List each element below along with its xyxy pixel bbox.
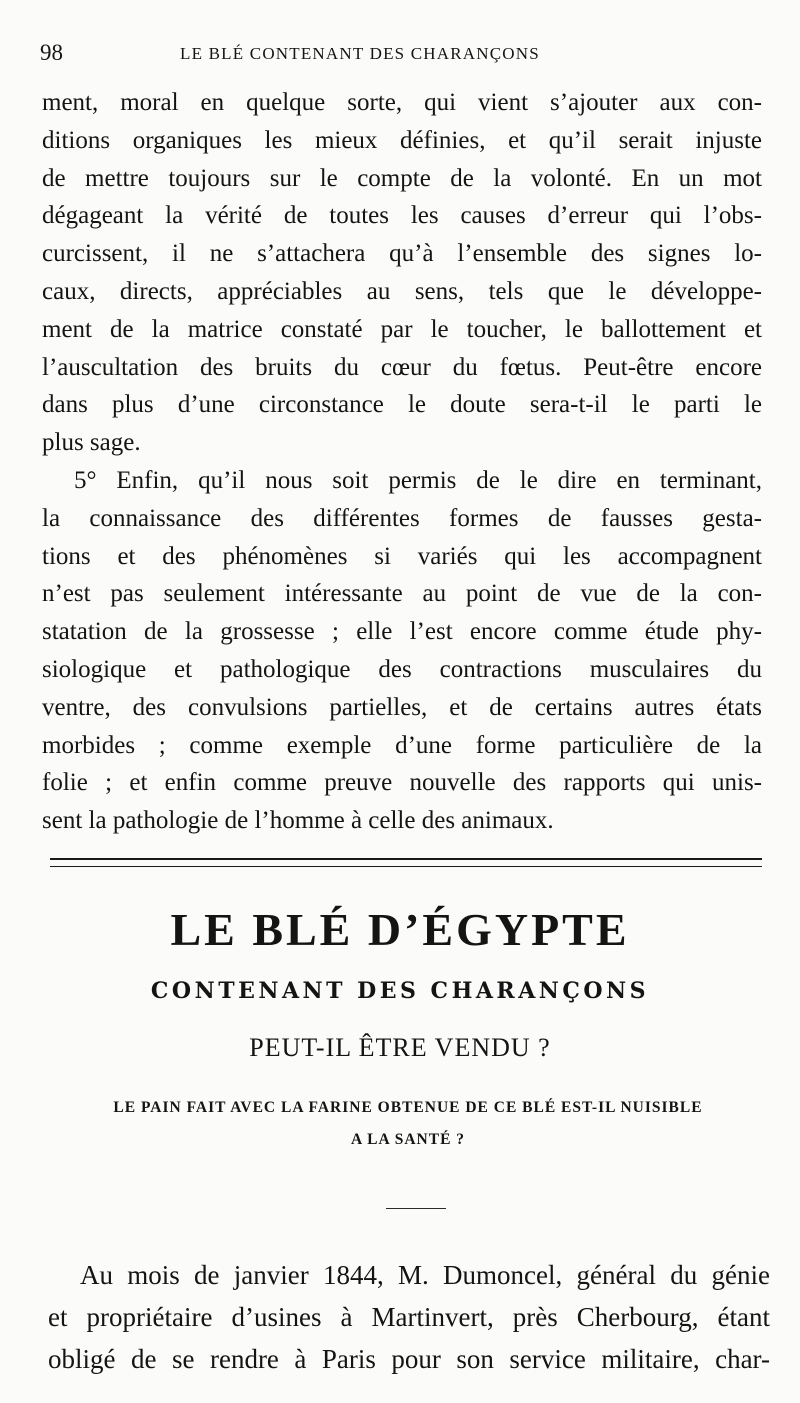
running-title: LE BLÉ CONTENANT DES CHARANÇONS [180, 44, 540, 63]
text-line: 5° Enfin, qu’il nous soit permis de le dire en terminant, [74, 466, 762, 494]
text-line: ditions organiques les mieux définies, et qu’il serait injuste [42, 126, 762, 154]
article-subtitle: CONTENANT DES CHARANÇONS [150, 978, 650, 1004]
text-line: curcissent, il ne s’attachera qu’à l’ensemble des signes lo- [42, 240, 762, 268]
text-line: plus sage. [42, 429, 141, 457]
text-line: obligé de se rendre à Paris pour son service militaire, char- [48, 1344, 770, 1374]
body-text [42, 84, 762, 840]
running-head [40, 38, 760, 68]
page-number: 98 [40, 40, 63, 65]
text-line: Au mois de janvier 1844, M. Dumoncel, général du génie [80, 1260, 770, 1290]
text-line: sent la pathologie de l’homme à celle des animaux. [42, 807, 554, 835]
text-line: et propriétaire d’usines à Martinvert, près Cherbourg, étant [48, 1302, 770, 1332]
article-body [48, 1254, 770, 1380]
short-divider [386, 1208, 446, 1209]
text-line: ment de la matrice constaté par le toucher, le ballottement et [42, 315, 762, 343]
text-line: tions et des phénomènes si variés qui les accompagnent [42, 542, 762, 570]
text-line: ment, moral en quelque sorte, qui vient s’ajouter aux con- [42, 89, 762, 116]
text-line: de mettre toujours sur le compte de la volonté. En un mot [42, 164, 762, 192]
text-line: morbides ; comme exemple d’une forme particulière de la [42, 731, 762, 759]
text-line: n’est pas seulement intéressante au point de vue de la con- [42, 580, 762, 608]
article-title: LE BLÉ D’ÉGYPTE [170, 904, 630, 955]
text-line: ventre, des convulsions partielles, et de certains autres états [42, 693, 762, 721]
text-line: l’auscultation des bruits du cœur du fœtus. Peut-être encore [42, 353, 762, 381]
text-line: dans plus d’une circonstance le doute sera-t-il le parti le [42, 391, 762, 419]
text-line: caux, directs, appréciables au sens, tels que le développe- [42, 277, 762, 305]
section-divider [50, 858, 762, 867]
text-line: folie ; et enfin comme preuve nouvelle des rapports qui unis- [42, 769, 762, 797]
question-line: LE PAIN FAIT AVEC LA FARINE OBTENUE DE CE BLÉ EST-IL NUISIBLE [113, 1099, 703, 1116]
text-line: statation de la grossesse ; elle l’est encore comme étude phy- [42, 618, 762, 646]
text-line: la connaissance des différentes formes de fausses gesta- [42, 504, 762, 532]
article-question: PEUT-IL ÊTRE VENDU ? [249, 1033, 551, 1062]
text-line: siologique et pathologique des contractions musculaires du [42, 655, 762, 683]
question-line: A LA SANTÉ ? [350, 1131, 466, 1148]
text-line: dégageant la vérité de toutes les causes d’erreur qui l’obs- [42, 202, 762, 230]
article-question-secondary [50, 1092, 766, 1156]
